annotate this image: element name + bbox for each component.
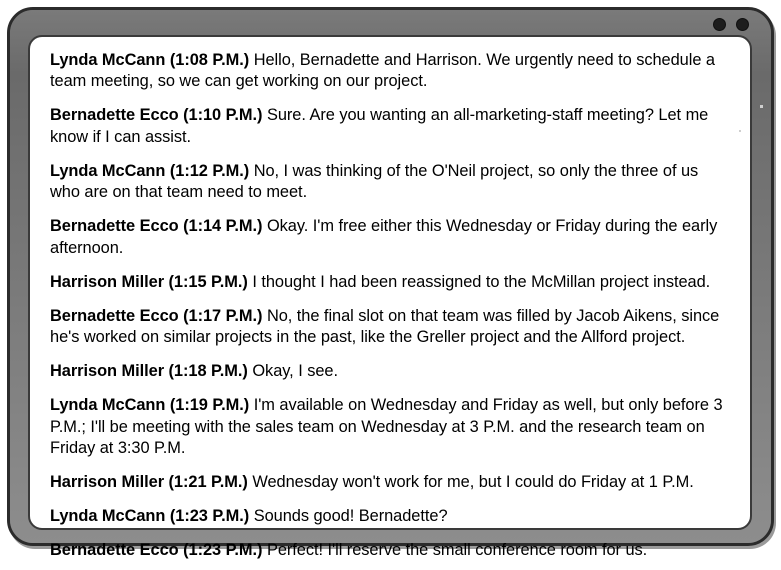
message-item	[50, 216, 732, 259]
message-item	[50, 105, 732, 148]
message-text: Wednesday won't work for me, but I could do Friday at 1 P.M.	[252, 473, 694, 492]
message-speaker: Harrison Miller (1:21 P.M.)	[50, 473, 248, 492]
scan-artifact	[739, 130, 741, 132]
message-text: Sure. Are you wanting an all-marketing-staff meeting? Let me know if I can assist.	[50, 106, 709, 146]
message-text: Perfect! I'll reserve the small conference room for us.	[266, 541, 648, 560]
message-item	[50, 272, 732, 293]
message-text: No, the final slot on that team was filled by Jacob Aikens, since he's worked on similar projects in the past, like the Greller project and the Allford project.	[50, 306, 720, 347]
window-dot-right-icon[interactable]	[736, 18, 749, 31]
window-dot-left-icon[interactable]	[713, 18, 726, 31]
message-text: I'm available on Wednesday and Friday as well, but only before 3 P.M.; I'll be meeting with the sales team on Wednesday at 3 P.M. and the research team on Friday at 3:30 P.M.	[50, 396, 723, 458]
message-item	[50, 506, 732, 527]
message-speaker: Bernadette Ecco (1:17 P.M.)	[50, 306, 263, 325]
window-bezel	[10, 10, 771, 560]
message-speaker: Lynda McCann (1:19 P.M.)	[50, 396, 250, 415]
message-speaker: Bernadette Ecco (1:23 P.M.)	[50, 541, 263, 560]
message-text: I thought I had been reassigned to the McMillan project instead.	[252, 272, 711, 291]
message-speaker: Bernadette Ecco (1:14 P.M.)	[50, 217, 263, 236]
message-text: Okay, I see.	[252, 362, 338, 381]
message-speaker: Bernadette Ecco (1:10 P.M.)	[50, 106, 263, 125]
message-item	[50, 540, 732, 561]
message-text: Sounds good! Bernadette?	[253, 507, 448, 526]
message-speaker: Harrison Miller (1:15 P.M.)	[50, 272, 248, 291]
scan-artifact	[760, 105, 763, 108]
window-title-bar	[10, 10, 771, 36]
chat-window	[7, 7, 774, 560]
message-item	[50, 395, 732, 459]
message-text: No, I was thinking of the O'Neil project, so only the three of us who are on that team need to meet.	[50, 161, 699, 202]
message-item	[50, 361, 732, 382]
message-item	[50, 50, 732, 93]
message-item	[50, 306, 732, 349]
message-item	[50, 472, 732, 493]
message-text: Hello, Bernadette and Harrison. We urgently need to schedule a team meeting, so we can get working on our project.	[50, 51, 715, 91]
message-speaker: Lynda McCann (1:23 P.M.)	[50, 507, 250, 526]
message-text: Okay. I'm free either this Wednesday or Friday during the early afternoon.	[50, 217, 718, 257]
message-speaker: Harrison Miller (1:18 P.M.)	[50, 362, 248, 381]
message-list	[30, 37, 750, 570]
message-item	[50, 161, 732, 204]
message-speaker: Lynda McCann (1:12 P.M.)	[50, 161, 250, 180]
message-pane[interactable]	[28, 35, 752, 560]
message-speaker: Lynda McCann (1:08 P.M.)	[50, 51, 250, 69]
